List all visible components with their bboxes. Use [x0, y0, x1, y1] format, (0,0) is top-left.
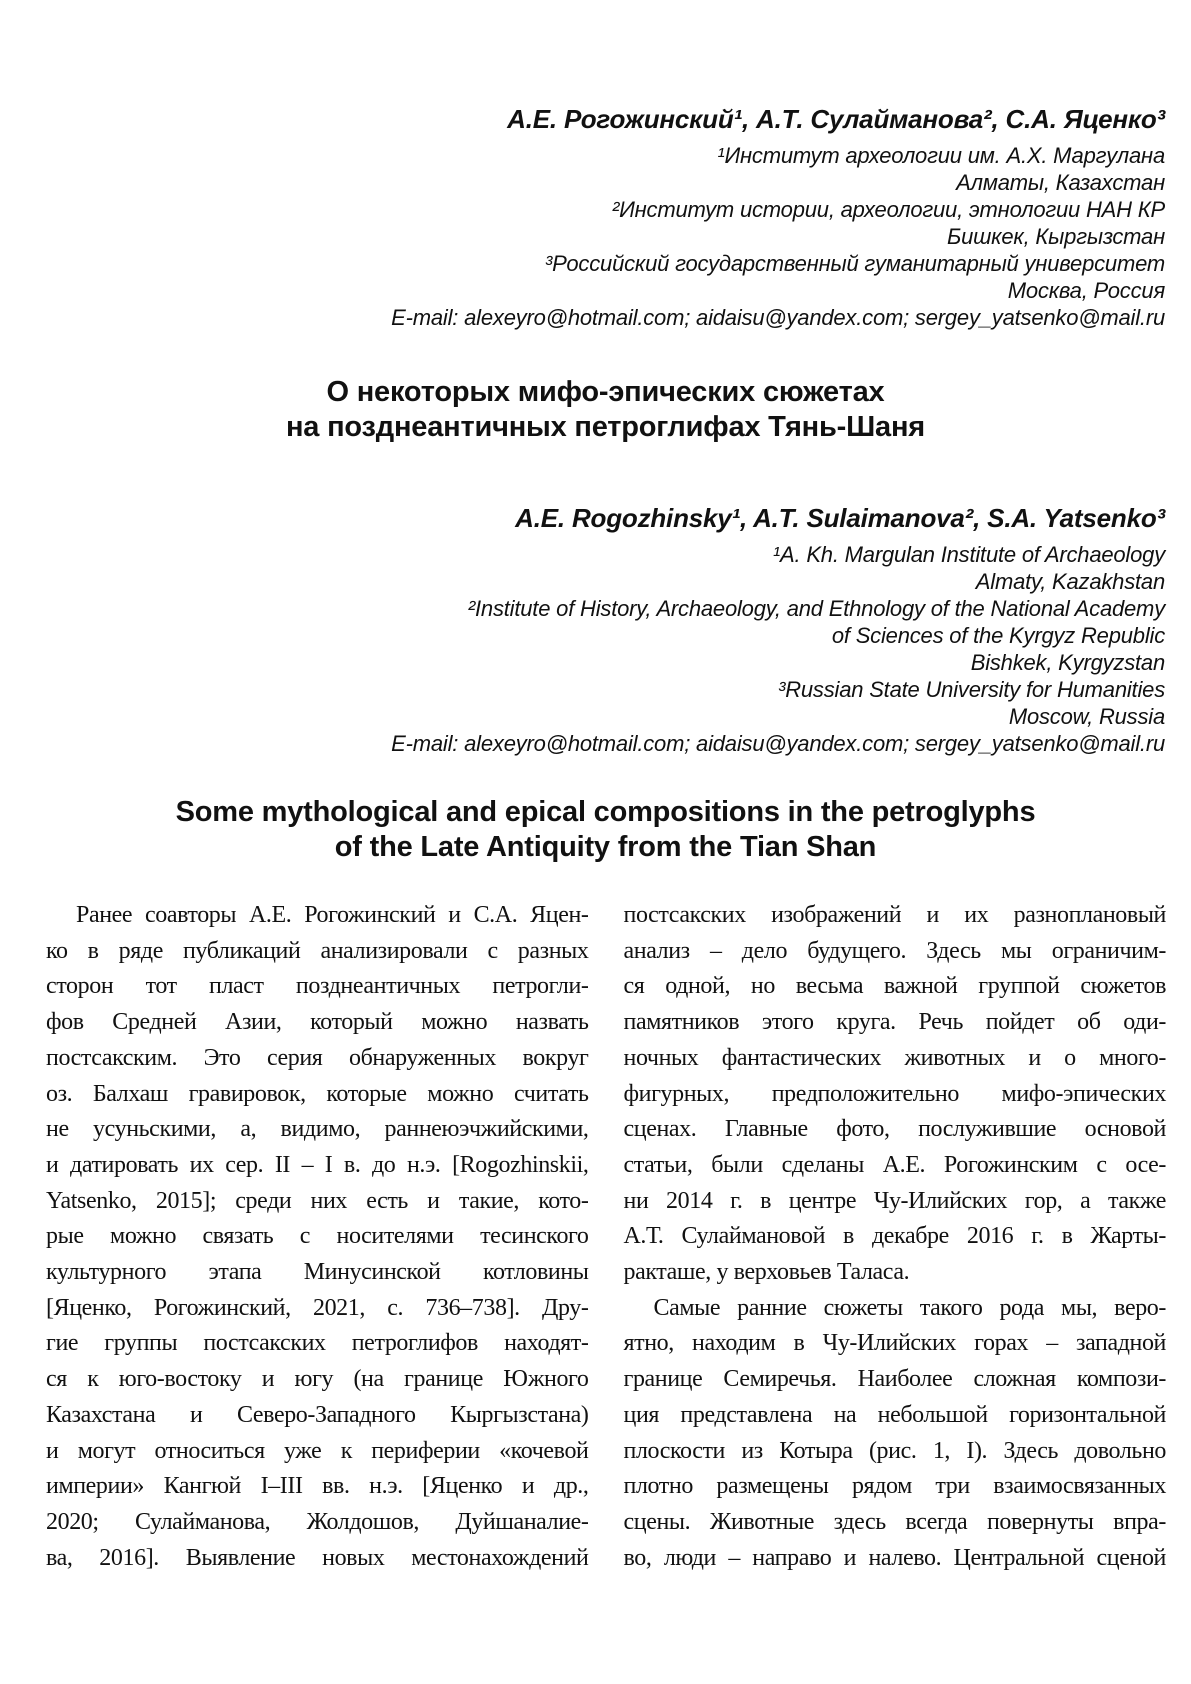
affiliation-line: ³Российский государственный гуманитарный университет: [545, 251, 1165, 276]
body-text-line: ни 2014 г. в центре Чу-Илийских гор, а также: [623, 1187, 1166, 1214]
body-text-line: плотно размещены рядом три взаимосвязанных: [623, 1473, 1166, 1500]
title-line: на позднеантичных петроглифах Тянь-Шаня: [285, 411, 925, 443]
body-text-line: ва, 2016]. Выявление новых местонахождений: [46, 1544, 589, 1571]
body-text-line: анализ – дело будущего. Здесь мы ограничим-: [623, 937, 1166, 964]
affiliation-line: of Sciences of the Kyrgyz Republic: [831, 623, 1165, 648]
body-left-column: [46, 898, 589, 1576]
body-text-line: империи» Кангюй I–III вв. н.э. [Яценко и др.,: [46, 1473, 589, 1500]
body-text-line: статьи, были сделаны А.Е. Рогожинским с осе-: [623, 1151, 1166, 1178]
body-text-line: границе Семиречья. Наиболее сложная компози-: [623, 1366, 1166, 1393]
affiliation-line: ²Institute of History, Archaeology, and Ethnology of the National Academy: [467, 596, 1165, 621]
title-line: О некоторых мифо-эпических сюжетах: [326, 376, 885, 408]
affiliation-line: ³Russian State University for Humanities: [778, 677, 1165, 702]
body-text-line: ракташе, у верховьев Таласа.: [623, 1259, 910, 1286]
body-text-line: А.Т. Сулаймановой в декабре 2016 г. в Жарты-: [623, 1223, 1166, 1250]
body-text-line: культурного этапа Минусинской котловины: [46, 1259, 589, 1286]
body-text-line: постсакским. Это серия обнаруженных вокруг: [46, 1044, 589, 1071]
body-text-line: во, люди – направо и налево. Центральной сценой: [623, 1544, 1166, 1571]
title-line: of the Late Antiquity from the Tian Shan: [334, 831, 877, 863]
affiliation-line: ¹A. Kh. Margulan Institute of Archaeology: [772, 542, 1165, 567]
body-text-line: памятников этого круга. Речь пойдет об оди-: [623, 1009, 1166, 1036]
affiliation-line: ²Институт истории, археологии, этнологии НАН КР: [611, 197, 1165, 222]
body-text-line: сценах. Главные фото, послужившие основой: [623, 1116, 1166, 1143]
body-text-line: сторон тот пласт позднеантичных петрогли-: [46, 973, 589, 1000]
body-text-line: плоскости из Котыра (рис. 1, I). Здесь довольно: [623, 1437, 1166, 1464]
affiliation-line: ¹Институт археологии им. А.Х. Маргулана: [717, 143, 1165, 168]
body-text-line: [Яценко, Рогожинский, 2021, с. 736–738]. Дру-: [46, 1294, 589, 1321]
russian-title: [0, 375, 1191, 445]
body-text-line: сцены. Животные здесь всегда повернуты впра-: [623, 1508, 1166, 1535]
affiliation-line: Москва, Россия: [1007, 278, 1165, 303]
affiliation-line: E-mail: alexeyro@hotmail.com; aidaisu@yandex.com; sergey_yatsenko@mail.ru: [391, 305, 1165, 330]
body-text-line: Казахстана и Северо-Западного Кыргызстана): [46, 1401, 589, 1428]
affiliation-line: Moscow, Russia: [1008, 704, 1165, 729]
body-text-line: оз. Балхаш гравировок, которые можно считать: [46, 1080, 589, 1107]
body-text-line: Самые ранние сюжеты такого рода мы, веро-: [653, 1294, 1166, 1321]
body-text-line: фов Средней Азии, который можно назвать: [46, 1009, 589, 1036]
english-authors-line: A.E. Rogozhinsky¹, A.T. Sulaimanova², S.A. Yatsenko³: [515, 503, 1165, 533]
title-line: Some mythological and epical compositions in the petroglyphs: [175, 796, 1036, 828]
russian-affiliations: [0, 142, 1191, 331]
body-text-line: не усуньскими, а, видимо, раннеюэчжийскими,: [46, 1116, 589, 1143]
body-text-line: фигурных, предположительно мифо-эпических: [623, 1080, 1166, 1107]
affiliation-line: Бишкек, Кыргызстан: [946, 224, 1165, 249]
body-text-line: 2020; Сулайманова, Жолдошов, Дуйшаналие-: [46, 1508, 589, 1535]
body-text-line: и датировать их сер. II – I в. до н.э. [Rogozhinskii,: [46, 1151, 589, 1178]
russian-authors-line: А.Е. Рогожинский¹, А.Т. Сулайманова², С.А. Яценко³: [507, 104, 1165, 134]
affiliation-line: Almaty, Kazakhstan: [975, 569, 1165, 594]
affiliation-line: E-mail: alexeyro@hotmail.com; aidaisu@yandex.com; sergey_yatsenko@mail.ru: [391, 731, 1165, 756]
affiliation-line: Алматы, Казахстан: [956, 170, 1165, 195]
body-text-line: ятно, находим в Чу-Илийских горах – западной: [623, 1330, 1166, 1357]
english-title: [0, 795, 1191, 865]
body-text-line: ночных фантастических животных и о много-: [623, 1044, 1166, 1071]
affiliation-line: Bishkek, Kyrgyzstan: [970, 650, 1165, 675]
body-text-line: рые можно связать с носителями тесинского: [46, 1223, 589, 1250]
body-text-line: ся к юго-востоку и югу (на границе Южного: [46, 1366, 589, 1393]
body-text-line: ся одной, но весьма важной группой сюжетов: [623, 973, 1166, 1000]
body-right-column: [624, 898, 1167, 1576]
body-text-line: Ранее соавторы А.Е. Рогожинский и С.А. Яцен-: [76, 902, 589, 928]
english-affiliations: [0, 541, 1191, 757]
body-text-line: ция представлена на небольшой горизонтальной: [623, 1401, 1166, 1428]
body-text-line: гие группы постсакских петроглифов находят-: [46, 1330, 589, 1357]
body-text-line: постсакских изображений и их разноплановый: [623, 902, 1166, 928]
body-text-line: Yatsenko, 2015]; среди них есть и такие, кото-: [46, 1187, 589, 1214]
body-text-line: ко в ряде публикаций анализировали с разных: [46, 937, 589, 964]
article-body: [0, 898, 1191, 1576]
body-text-line: и могут относиться уже к периферии «кочевой: [46, 1437, 589, 1464]
